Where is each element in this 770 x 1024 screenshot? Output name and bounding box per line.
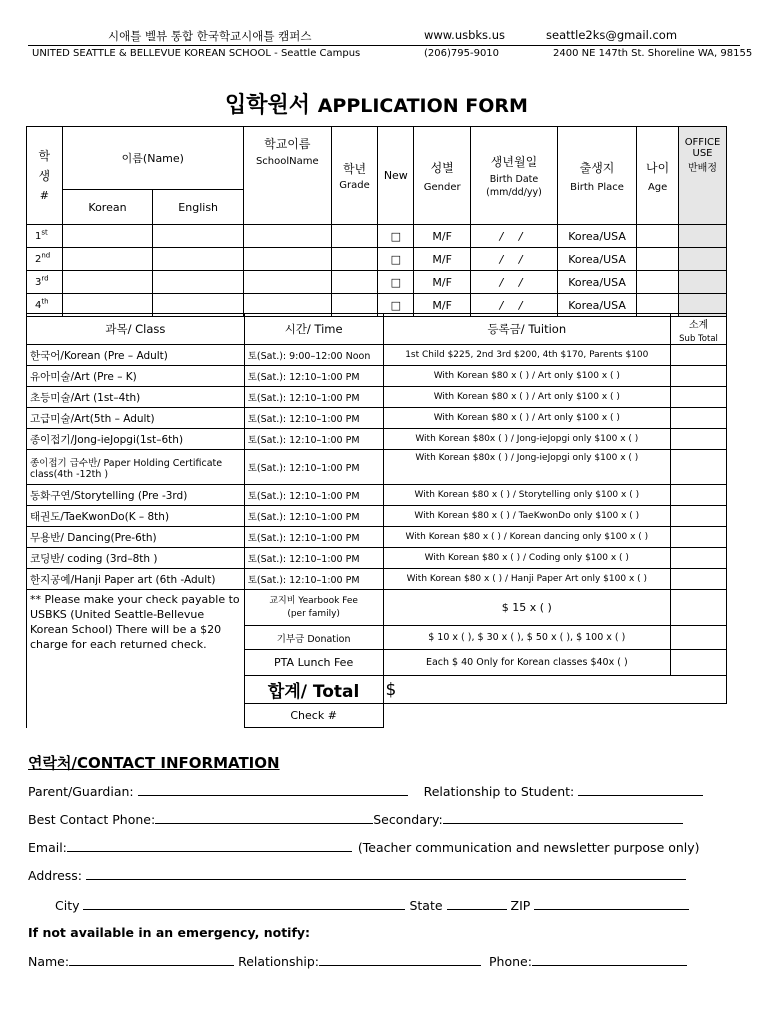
col-subtotal-ko: 소계 xyxy=(688,320,709,331)
col-age-ko: 나이 xyxy=(646,160,670,175)
col-gender xyxy=(414,127,471,225)
class-time: 토(Sat.): 12:10–1:00 PM xyxy=(244,548,383,569)
school-email: seattle2ks@gmail.com xyxy=(546,28,678,42)
class-name: 태권도/TaeKwonDo(K – 8th) xyxy=(27,506,245,527)
subtotal-field[interactable] xyxy=(671,506,727,527)
col-subtotal xyxy=(671,314,727,345)
col-office xyxy=(679,127,727,225)
school-name-field[interactable] xyxy=(244,248,332,271)
parent-field[interactable] xyxy=(138,783,408,796)
class-row xyxy=(27,450,727,485)
class-row xyxy=(27,366,727,387)
korean-name-field[interactable] xyxy=(62,271,153,294)
col-class: 과목/ Class xyxy=(27,314,245,345)
class-name: 한지공예/Hanji Paper art (6th -Adult) xyxy=(27,569,245,590)
lunch-field[interactable]: Each $ 40 Only for Korean classes $40x ( ) xyxy=(383,650,671,676)
col-grade-ko: 학년 xyxy=(342,162,367,176)
class-name: 유아미술/Art (Pre – K) xyxy=(27,366,245,387)
grade-field[interactable] xyxy=(331,225,378,248)
new-checkbox[interactable]: □ xyxy=(378,271,414,294)
emergency-heading: If not available in an emergency, notify: xyxy=(28,925,311,940)
col-student xyxy=(27,127,63,225)
emergency-phone-label: Phone: xyxy=(489,954,532,969)
office-use-cell xyxy=(679,271,727,294)
class-time: 토(Sat.): 12:10–1:00 PM xyxy=(244,429,383,450)
city-field[interactable] xyxy=(83,897,405,910)
class-time: 토(Sat.): 12:10–1:00 PM xyxy=(244,569,383,590)
col-grade-en: Grade xyxy=(339,180,370,191)
relationship-field[interactable] xyxy=(578,783,703,796)
city-label: City xyxy=(55,898,80,913)
address-field[interactable] xyxy=(86,867,686,880)
state-label: State xyxy=(409,898,443,913)
school-website: www.usbks.us xyxy=(424,28,505,42)
page-title xyxy=(225,88,528,119)
tuition-field[interactable]: With Korean $80 x ( ) / Storytelling only $100 x ( ) xyxy=(383,485,671,506)
parent-row xyxy=(28,783,703,799)
col-place-ko: 출생지 xyxy=(579,160,615,175)
new-checkbox[interactable]: □ xyxy=(378,248,414,271)
emergency-relationship-label: Relationship: xyxy=(238,954,320,969)
col-birth-en2: (mm/dd/yy) xyxy=(486,187,542,198)
age-field[interactable] xyxy=(637,271,679,294)
donation-field[interactable]: $ 10 x ( ), $ 30 x ( ), $ 50 x ( ), $ 100 x ( ) xyxy=(383,626,671,650)
class-time: 토(Sat.): 12:10–1:00 PM xyxy=(244,387,383,408)
zip-field[interactable] xyxy=(534,897,689,910)
header-divider xyxy=(28,45,740,46)
student-table xyxy=(26,126,727,317)
col-place xyxy=(557,127,636,225)
gender-field[interactable]: M/F xyxy=(414,248,471,271)
new-checkbox[interactable]: □ xyxy=(378,294,414,317)
school-name-field[interactable] xyxy=(244,225,332,248)
subtotal-field[interactable] xyxy=(671,387,727,408)
subtotal-field[interactable] xyxy=(671,548,727,569)
grade-field[interactable] xyxy=(331,271,378,294)
tuition-field[interactable]: With Korean $80x ( ) / Jong-ieJopgi only $100 x ( ) xyxy=(383,450,671,485)
yearbook-fee-field[interactable]: $ 15 x ( ) xyxy=(383,590,671,626)
col-age-en: Age xyxy=(647,181,668,193)
email-label: Email: xyxy=(28,840,67,855)
school-name-korean: 시애틀 벨뷰 통합 한국학교시애틀 캠퍼스 xyxy=(108,29,312,43)
col-office-1: OFFICE xyxy=(684,137,721,148)
secondary-label: Secondary: xyxy=(373,812,443,827)
yearbook-label xyxy=(244,590,383,626)
subtotal-field[interactable] xyxy=(671,366,727,387)
birth-date-field[interactable]: / / xyxy=(471,225,558,248)
class-name: 동화구연/Storytelling (Pre -3rd) xyxy=(27,485,245,506)
tuition-field[interactable]: With Korean $80 x ( ) / Art only $100 x ( ) xyxy=(383,387,671,408)
col-place-en: Birth Place xyxy=(570,181,624,193)
col-office-3: 반배정 xyxy=(688,163,717,174)
total-label: 합계/ Total xyxy=(244,676,383,704)
tuition-field[interactable]: With Korean $80 x ( ) / Hanji Paper Art only $100 x ( ) xyxy=(383,569,671,590)
emergency-row xyxy=(28,953,687,969)
class-row xyxy=(27,506,727,527)
school-phone: (206)795-9010 xyxy=(424,48,500,59)
relationship-label: Relationship to Student: xyxy=(423,784,575,799)
korean-name-field[interactable] xyxy=(62,225,153,248)
subtotal-field[interactable] xyxy=(671,569,727,590)
tuition-field[interactable]: With Korean $80 x ( ) / TaeKwonDo only $100 x ( ) xyxy=(383,506,671,527)
birth-place-field[interactable]: Korea/USA xyxy=(557,294,636,317)
grade-field[interactable] xyxy=(331,248,378,271)
student-row xyxy=(27,271,727,294)
emergency-name-label: Name: xyxy=(28,954,70,969)
contact-heading: 연락처/CONTACT INFORMATION xyxy=(28,754,280,772)
col-name: 이름(Name) xyxy=(62,127,243,190)
col-grade xyxy=(331,127,378,225)
class-row xyxy=(27,387,727,408)
class-time: 토(Sat.): 12:10–1:00 PM xyxy=(244,485,383,506)
col-school-ko: 학교이름 xyxy=(264,137,311,151)
class-row xyxy=(27,485,727,506)
subtotal-field[interactable] xyxy=(671,345,727,366)
col-birth-ko: 생년월일 xyxy=(490,155,538,169)
state-field[interactable] xyxy=(447,897,507,910)
col-time: 시간/ Time xyxy=(244,314,383,345)
col-school-en: SchoolName xyxy=(255,156,319,167)
class-row xyxy=(27,345,727,366)
city-row xyxy=(55,897,689,913)
class-row xyxy=(27,548,727,569)
col-gender-en: Gender xyxy=(423,181,461,193)
col-subtotal-en: Sub Total xyxy=(679,334,718,344)
emergency-name-field[interactable] xyxy=(69,953,234,966)
class-name: 코딩반/ coding (3rd–8th ) xyxy=(27,548,245,569)
address-row xyxy=(28,867,686,883)
student-row xyxy=(27,248,727,271)
subtotal-field[interactable] xyxy=(671,450,727,485)
address-label: Address: xyxy=(28,868,82,883)
email-field[interactable] xyxy=(67,839,352,852)
class-time: 토(Sat.): 12:10–1:00 PM xyxy=(244,408,383,429)
english-name-field[interactable] xyxy=(153,248,244,271)
col-new: New xyxy=(378,127,414,225)
col-school xyxy=(244,127,332,225)
class-table xyxy=(26,313,727,728)
class-name: 초등미술/Art (1st–4th) xyxy=(27,387,245,408)
class-name: 한국어/Korean (Pre – Adult) xyxy=(27,345,245,366)
best-phone-label: Best Contact Phone: xyxy=(28,812,156,827)
donation-label: 기부금 Donation xyxy=(244,626,383,650)
col-birth xyxy=(471,127,558,225)
korean-name-field[interactable] xyxy=(62,248,153,271)
office-use-cell xyxy=(679,225,727,248)
emergency-phone-field[interactable] xyxy=(532,953,687,966)
office-use-cell xyxy=(679,248,727,271)
title-english: APPLICATION FORM xyxy=(317,95,528,117)
zip-label: ZIP xyxy=(510,898,531,913)
gender-field[interactable]: M/F xyxy=(414,225,471,248)
total-field[interactable]: $ xyxy=(383,676,726,704)
tuition-field[interactable]: With Korean $80 x ( ) / Art only $100 x ( ) xyxy=(383,366,671,387)
best-phone-field[interactable] xyxy=(155,811,373,824)
secondary-phone-field[interactable] xyxy=(443,811,683,824)
lunch-subtotal[interactable] xyxy=(671,650,727,676)
col-korean: Korean xyxy=(62,190,153,225)
age-field[interactable] xyxy=(637,248,679,271)
new-checkbox[interactable]: □ xyxy=(378,225,414,248)
class-name: 종이접기/Jong-ieJopgi(1st–6th) xyxy=(27,429,245,450)
subtotal-field[interactable] xyxy=(671,527,727,548)
phone-row xyxy=(28,811,683,827)
email-note: (Teacher communication and newsletter purpose only) xyxy=(357,840,700,855)
english-name-field[interactable] xyxy=(153,271,244,294)
col-age xyxy=(637,127,679,225)
school-name-field[interactable] xyxy=(244,271,332,294)
birth-place-field[interactable]: Korea/USA xyxy=(557,271,636,294)
tuition-field[interactable]: 1st Child $225, 2nd 3rd $200, 4th $170, Parents $100 xyxy=(383,345,671,366)
tuition-field[interactable]: With Korean $80x ( ) / Jong-ieJopgi only $100 x ( ) xyxy=(383,429,671,450)
emergency-relationship-field[interactable] xyxy=(319,953,481,966)
gender-field[interactable]: M/F xyxy=(414,271,471,294)
age-field[interactable] xyxy=(637,225,679,248)
check-field[interactable] xyxy=(383,704,726,728)
student-number: 2nd xyxy=(27,248,63,271)
birth-date-field[interactable]: / / xyxy=(471,294,558,317)
yearbook-subtotal[interactable] xyxy=(671,590,727,626)
student-number: 4th xyxy=(27,294,63,317)
subtotal-field[interactable] xyxy=(671,408,727,429)
class-row xyxy=(27,429,727,450)
birth-date-field[interactable]: / / xyxy=(471,271,558,294)
class-time: 토(Sat.): 12:10–1:00 PM xyxy=(244,366,383,387)
yearbook-label-1: 교지비 Yearbook Fee xyxy=(269,595,358,606)
lunch-label: PTA Lunch Fee xyxy=(244,650,383,676)
class-time: 토(Sat.): 9:00–12:00 Noon xyxy=(244,345,383,366)
col-tuition: 등록금/ Tuition xyxy=(383,314,671,345)
birth-place-field[interactable]: Korea/USA xyxy=(557,248,636,271)
class-name: 무용반/ Dancing(Pre-6th) xyxy=(27,527,245,548)
col-student-label: 학생 xyxy=(38,148,51,183)
tuition-field[interactable]: With Korean $80 x ( ) / Korean dancing only $100 x ( ) xyxy=(383,527,671,548)
payment-note-text: ** Please make your check payable to USBKS (United Seattle-Bellevue Korean School) There will be a $20 charge for each returned check. xyxy=(30,593,240,651)
class-row xyxy=(27,569,727,590)
tuition-field[interactable]: With Korean $80 x ( ) / Art only $100 x ( ) xyxy=(383,408,671,429)
email-row xyxy=(28,839,700,855)
class-name: 고급미술/Art(5th – Adult) xyxy=(27,408,245,429)
school-name-english: UNITED SEATTLE & BELLEVUE KOREAN SCHOOL - Seattle Campus xyxy=(32,48,361,59)
birth-place-field[interactable]: Korea/USA xyxy=(557,225,636,248)
class-time: 토(Sat.): 12:10–1:00 PM xyxy=(244,527,383,548)
class-row xyxy=(27,527,727,548)
payment-note xyxy=(27,590,245,728)
title-korean: 입학원서 xyxy=(225,93,311,118)
class-time: 토(Sat.): 12:10–1:00 PM xyxy=(244,506,383,527)
subtotal-field[interactable] xyxy=(671,485,727,506)
class-row xyxy=(27,408,727,429)
student-row xyxy=(27,225,727,248)
check-label: Check # xyxy=(244,704,383,728)
class-time: 토(Sat.): 12:10–1:00 PM xyxy=(244,450,383,485)
school-address: 2400 NE 147th St. Shoreline WA, 98155 xyxy=(553,48,753,59)
student-number: 1st xyxy=(27,225,63,248)
gender-field[interactable]: M/F xyxy=(414,294,471,317)
col-office-2: USE xyxy=(692,148,713,159)
class-name: 종이접기 급수반/ Paper Holding Certificate class(4th -12th ) xyxy=(27,450,245,485)
subtotal-field[interactable] xyxy=(671,429,727,450)
english-name-field[interactable] xyxy=(153,225,244,248)
donation-subtotal[interactable] xyxy=(671,626,727,650)
birth-date-field[interactable]: / / xyxy=(471,248,558,271)
tuition-field[interactable]: With Korean $80 x ( ) / Coding only $100 x ( ) xyxy=(383,548,671,569)
yearbook-label-2: (per family) xyxy=(287,608,340,619)
student-number: 3rd xyxy=(27,271,63,294)
col-gender-ko: 성별 xyxy=(430,160,454,175)
parent-label: Parent/Guardian: xyxy=(28,784,134,799)
col-student-num: # xyxy=(39,188,49,202)
col-birth-en1: Birth Date xyxy=(489,174,539,185)
col-english: English xyxy=(153,190,244,225)
